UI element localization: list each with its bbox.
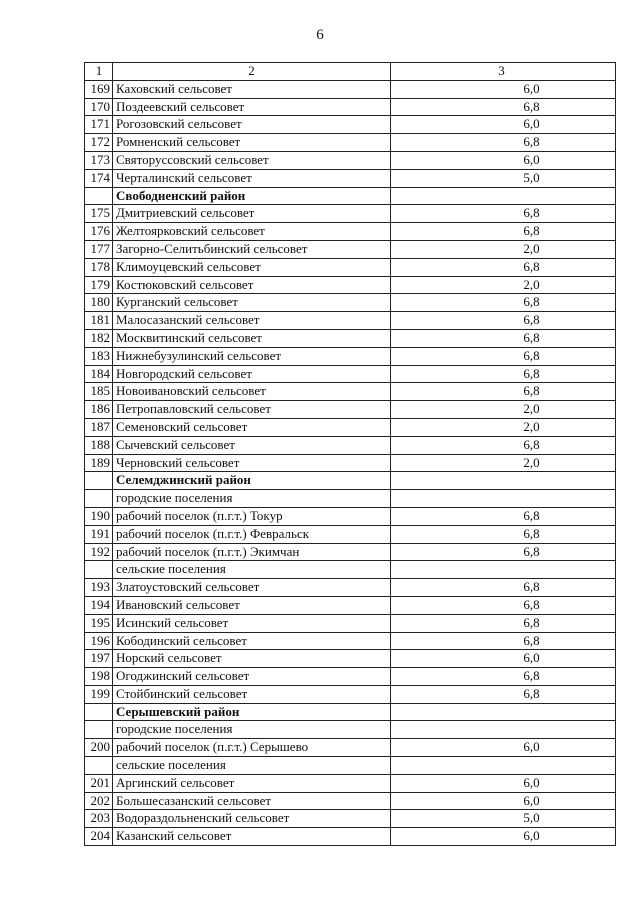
row-value: 6,8	[391, 223, 616, 241]
row-value: 6,8	[391, 312, 616, 330]
row-name: Казанский сельсовет	[113, 828, 391, 846]
table-row	[85, 205, 616, 223]
row-name: Селемджинский район	[113, 472, 391, 490]
row-number	[85, 703, 113, 721]
table-row	[85, 240, 616, 258]
table-header-row	[85, 63, 616, 81]
table-row	[85, 134, 616, 152]
row-value: 6,0	[391, 116, 616, 134]
row-number	[85, 561, 113, 579]
row-name: Москвитинский сельсовет	[113, 329, 391, 347]
row-value	[391, 703, 616, 721]
row-name: Черновский сельсовет	[113, 454, 391, 472]
row-number: 193	[85, 579, 113, 597]
row-value: 6,8	[391, 98, 616, 116]
group-row	[85, 721, 616, 739]
row-name: рабочий поселок (п.г.т.) Серышево	[113, 739, 391, 757]
table-row	[85, 774, 616, 792]
table-row	[85, 507, 616, 525]
row-number: 169	[85, 80, 113, 98]
row-number: 180	[85, 294, 113, 312]
table-row	[85, 98, 616, 116]
row-name: Свободненский район	[113, 187, 391, 205]
row-name: Серышевский район	[113, 703, 391, 721]
table-row	[85, 347, 616, 365]
table-row	[85, 294, 616, 312]
header-col-3: 3	[391, 63, 616, 81]
row-name: Новгородский сельсовет	[113, 365, 391, 383]
row-number: 172	[85, 134, 113, 152]
table-row	[85, 668, 616, 686]
row-number: 181	[85, 312, 113, 330]
row-value: 5,0	[391, 169, 616, 187]
row-value: 6,8	[391, 543, 616, 561]
row-value	[391, 472, 616, 490]
row-number: 170	[85, 98, 113, 116]
table-row	[85, 258, 616, 276]
row-value: 6,8	[391, 614, 616, 632]
district-row	[85, 472, 616, 490]
group-row	[85, 561, 616, 579]
row-value: 5,0	[391, 810, 616, 828]
table-row	[85, 650, 616, 668]
row-value: 2,0	[391, 276, 616, 294]
row-number: 184	[85, 365, 113, 383]
table-row	[85, 329, 616, 347]
row-value: 6,8	[391, 596, 616, 614]
row-value: 6,8	[391, 507, 616, 525]
group-row	[85, 490, 616, 508]
table-row	[85, 312, 616, 330]
row-name: рабочий поселок (п.г.т.) Экимчан	[113, 543, 391, 561]
table-row	[85, 365, 616, 383]
table-row	[85, 685, 616, 703]
row-name: Курганский сельсовет	[113, 294, 391, 312]
row-number: 196	[85, 632, 113, 650]
row-name: Желтоярковский сельсовет	[113, 223, 391, 241]
table-row	[85, 116, 616, 134]
row-number: 186	[85, 401, 113, 419]
district-row	[85, 187, 616, 205]
row-value: 6,8	[391, 205, 616, 223]
row-value: 6,0	[391, 80, 616, 98]
row-value: 6,0	[391, 774, 616, 792]
row-number: 182	[85, 329, 113, 347]
table-row	[85, 276, 616, 294]
row-value: 6,8	[391, 668, 616, 686]
table-row	[85, 810, 616, 828]
row-name: сельские поселения	[113, 757, 391, 775]
district-row	[85, 703, 616, 721]
row-number: 179	[85, 276, 113, 294]
row-value	[391, 757, 616, 775]
table-row	[85, 383, 616, 401]
row-number: 187	[85, 418, 113, 436]
row-value: 6,8	[391, 294, 616, 312]
header-col-1: 1	[85, 63, 113, 81]
row-value: 6,8	[391, 134, 616, 152]
row-value: 6,0	[391, 792, 616, 810]
table-row	[85, 151, 616, 169]
row-name: рабочий поселок (п.г.т.) Токур	[113, 507, 391, 525]
table-row	[85, 792, 616, 810]
row-name: сельские поселения	[113, 561, 391, 579]
row-number: 183	[85, 347, 113, 365]
row-number: 173	[85, 151, 113, 169]
row-name: Норский сельсовет	[113, 650, 391, 668]
table-row	[85, 436, 616, 454]
row-number: 200	[85, 739, 113, 757]
row-number: 203	[85, 810, 113, 828]
row-number: 178	[85, 258, 113, 276]
table-row	[85, 418, 616, 436]
page-number: 6	[316, 27, 324, 43]
header-col-2: 2	[113, 63, 391, 81]
row-name: Стойбинский сельсовет	[113, 685, 391, 703]
table-row	[85, 169, 616, 187]
row-number	[85, 721, 113, 739]
row-number: 191	[85, 525, 113, 543]
row-name: Дмитриевский сельсовет	[113, 205, 391, 223]
row-value: 6,8	[391, 525, 616, 543]
row-name: городские поселения	[113, 490, 391, 508]
row-value: 6,8	[391, 632, 616, 650]
table-row	[85, 614, 616, 632]
row-name: Златоустовский сельсовет	[113, 579, 391, 597]
row-value: 6,8	[391, 365, 616, 383]
row-number: 199	[85, 685, 113, 703]
row-name: Поздеевский сельсовет	[113, 98, 391, 116]
row-value	[391, 490, 616, 508]
row-name: Загорно-Селитьбинский сельсовет	[113, 240, 391, 258]
row-name: Водораздольненский сельсовет	[113, 810, 391, 828]
row-value: 2,0	[391, 418, 616, 436]
row-number: 194	[85, 596, 113, 614]
row-name: Нижнебузулинский сельсовет	[113, 347, 391, 365]
row-value: 6,0	[391, 650, 616, 668]
row-name: рабочий поселок (п.г.т.) Февральск	[113, 525, 391, 543]
row-number	[85, 187, 113, 205]
row-name: городские поселения	[113, 721, 391, 739]
row-name: Огоджинский сельсовет	[113, 668, 391, 686]
row-number: 177	[85, 240, 113, 258]
row-name: Климоуцевский сельсовет	[113, 258, 391, 276]
table-row	[85, 223, 616, 241]
row-value	[391, 187, 616, 205]
row-number: 197	[85, 650, 113, 668]
row-name: Каховский сельсовет	[113, 80, 391, 98]
row-number: 201	[85, 774, 113, 792]
row-value: 2,0	[391, 401, 616, 419]
row-value: 2,0	[391, 240, 616, 258]
row-name: Сычевский сельсовет	[113, 436, 391, 454]
row-number	[85, 490, 113, 508]
row-number: 176	[85, 223, 113, 241]
table-row	[85, 579, 616, 597]
row-value	[391, 561, 616, 579]
row-value	[391, 721, 616, 739]
row-number: 190	[85, 507, 113, 525]
table-row	[85, 828, 616, 846]
table-row	[85, 739, 616, 757]
row-value: 6,8	[391, 347, 616, 365]
row-name: Петропавловский сельсовет	[113, 401, 391, 419]
row-number	[85, 472, 113, 490]
row-value: 6,8	[391, 258, 616, 276]
row-number: 175	[85, 205, 113, 223]
row-name: Черталинский сельсовет	[113, 169, 391, 187]
row-value: 6,8	[391, 436, 616, 454]
row-name: Большесазанский сельсовет	[113, 792, 391, 810]
row-value: 6,8	[391, 579, 616, 597]
row-number: 171	[85, 116, 113, 134]
group-row	[85, 757, 616, 775]
table-row	[85, 454, 616, 472]
row-value: 6,0	[391, 828, 616, 846]
row-number: 192	[85, 543, 113, 561]
row-name: Рогозовский сельсовет	[113, 116, 391, 134]
row-name: Ивановский сельсовет	[113, 596, 391, 614]
row-value: 6,8	[391, 685, 616, 703]
row-value: 6,8	[391, 329, 616, 347]
row-number	[85, 757, 113, 775]
table-row	[85, 596, 616, 614]
table-row	[85, 80, 616, 98]
table-row	[85, 525, 616, 543]
row-number: 195	[85, 614, 113, 632]
row-number: 204	[85, 828, 113, 846]
table-row	[85, 632, 616, 650]
row-name: Новоивановский сельсовет	[113, 383, 391, 401]
data-table	[84, 62, 616, 846]
row-value: 6,8	[391, 383, 616, 401]
row-name: Ромненский сельсовет	[113, 134, 391, 152]
row-number: 174	[85, 169, 113, 187]
row-name: Костюковский сельсовет	[113, 276, 391, 294]
table-row	[85, 543, 616, 561]
row-name: Аргинский сельсовет	[113, 774, 391, 792]
row-number: 202	[85, 792, 113, 810]
row-value: 2,0	[391, 454, 616, 472]
row-number: 188	[85, 436, 113, 454]
row-number: 189	[85, 454, 113, 472]
row-name: Святоруссовский сельсовет	[113, 151, 391, 169]
row-name: Малосазанский сельсовет	[113, 312, 391, 330]
row-value: 6,0	[391, 151, 616, 169]
row-number: 198	[85, 668, 113, 686]
row-name: Исинский сельсовет	[113, 614, 391, 632]
row-name: Кободинский сельсовет	[113, 632, 391, 650]
row-number: 185	[85, 383, 113, 401]
row-value: 6,0	[391, 739, 616, 757]
table-row	[85, 401, 616, 419]
row-name: Семеновский сельсовет	[113, 418, 391, 436]
